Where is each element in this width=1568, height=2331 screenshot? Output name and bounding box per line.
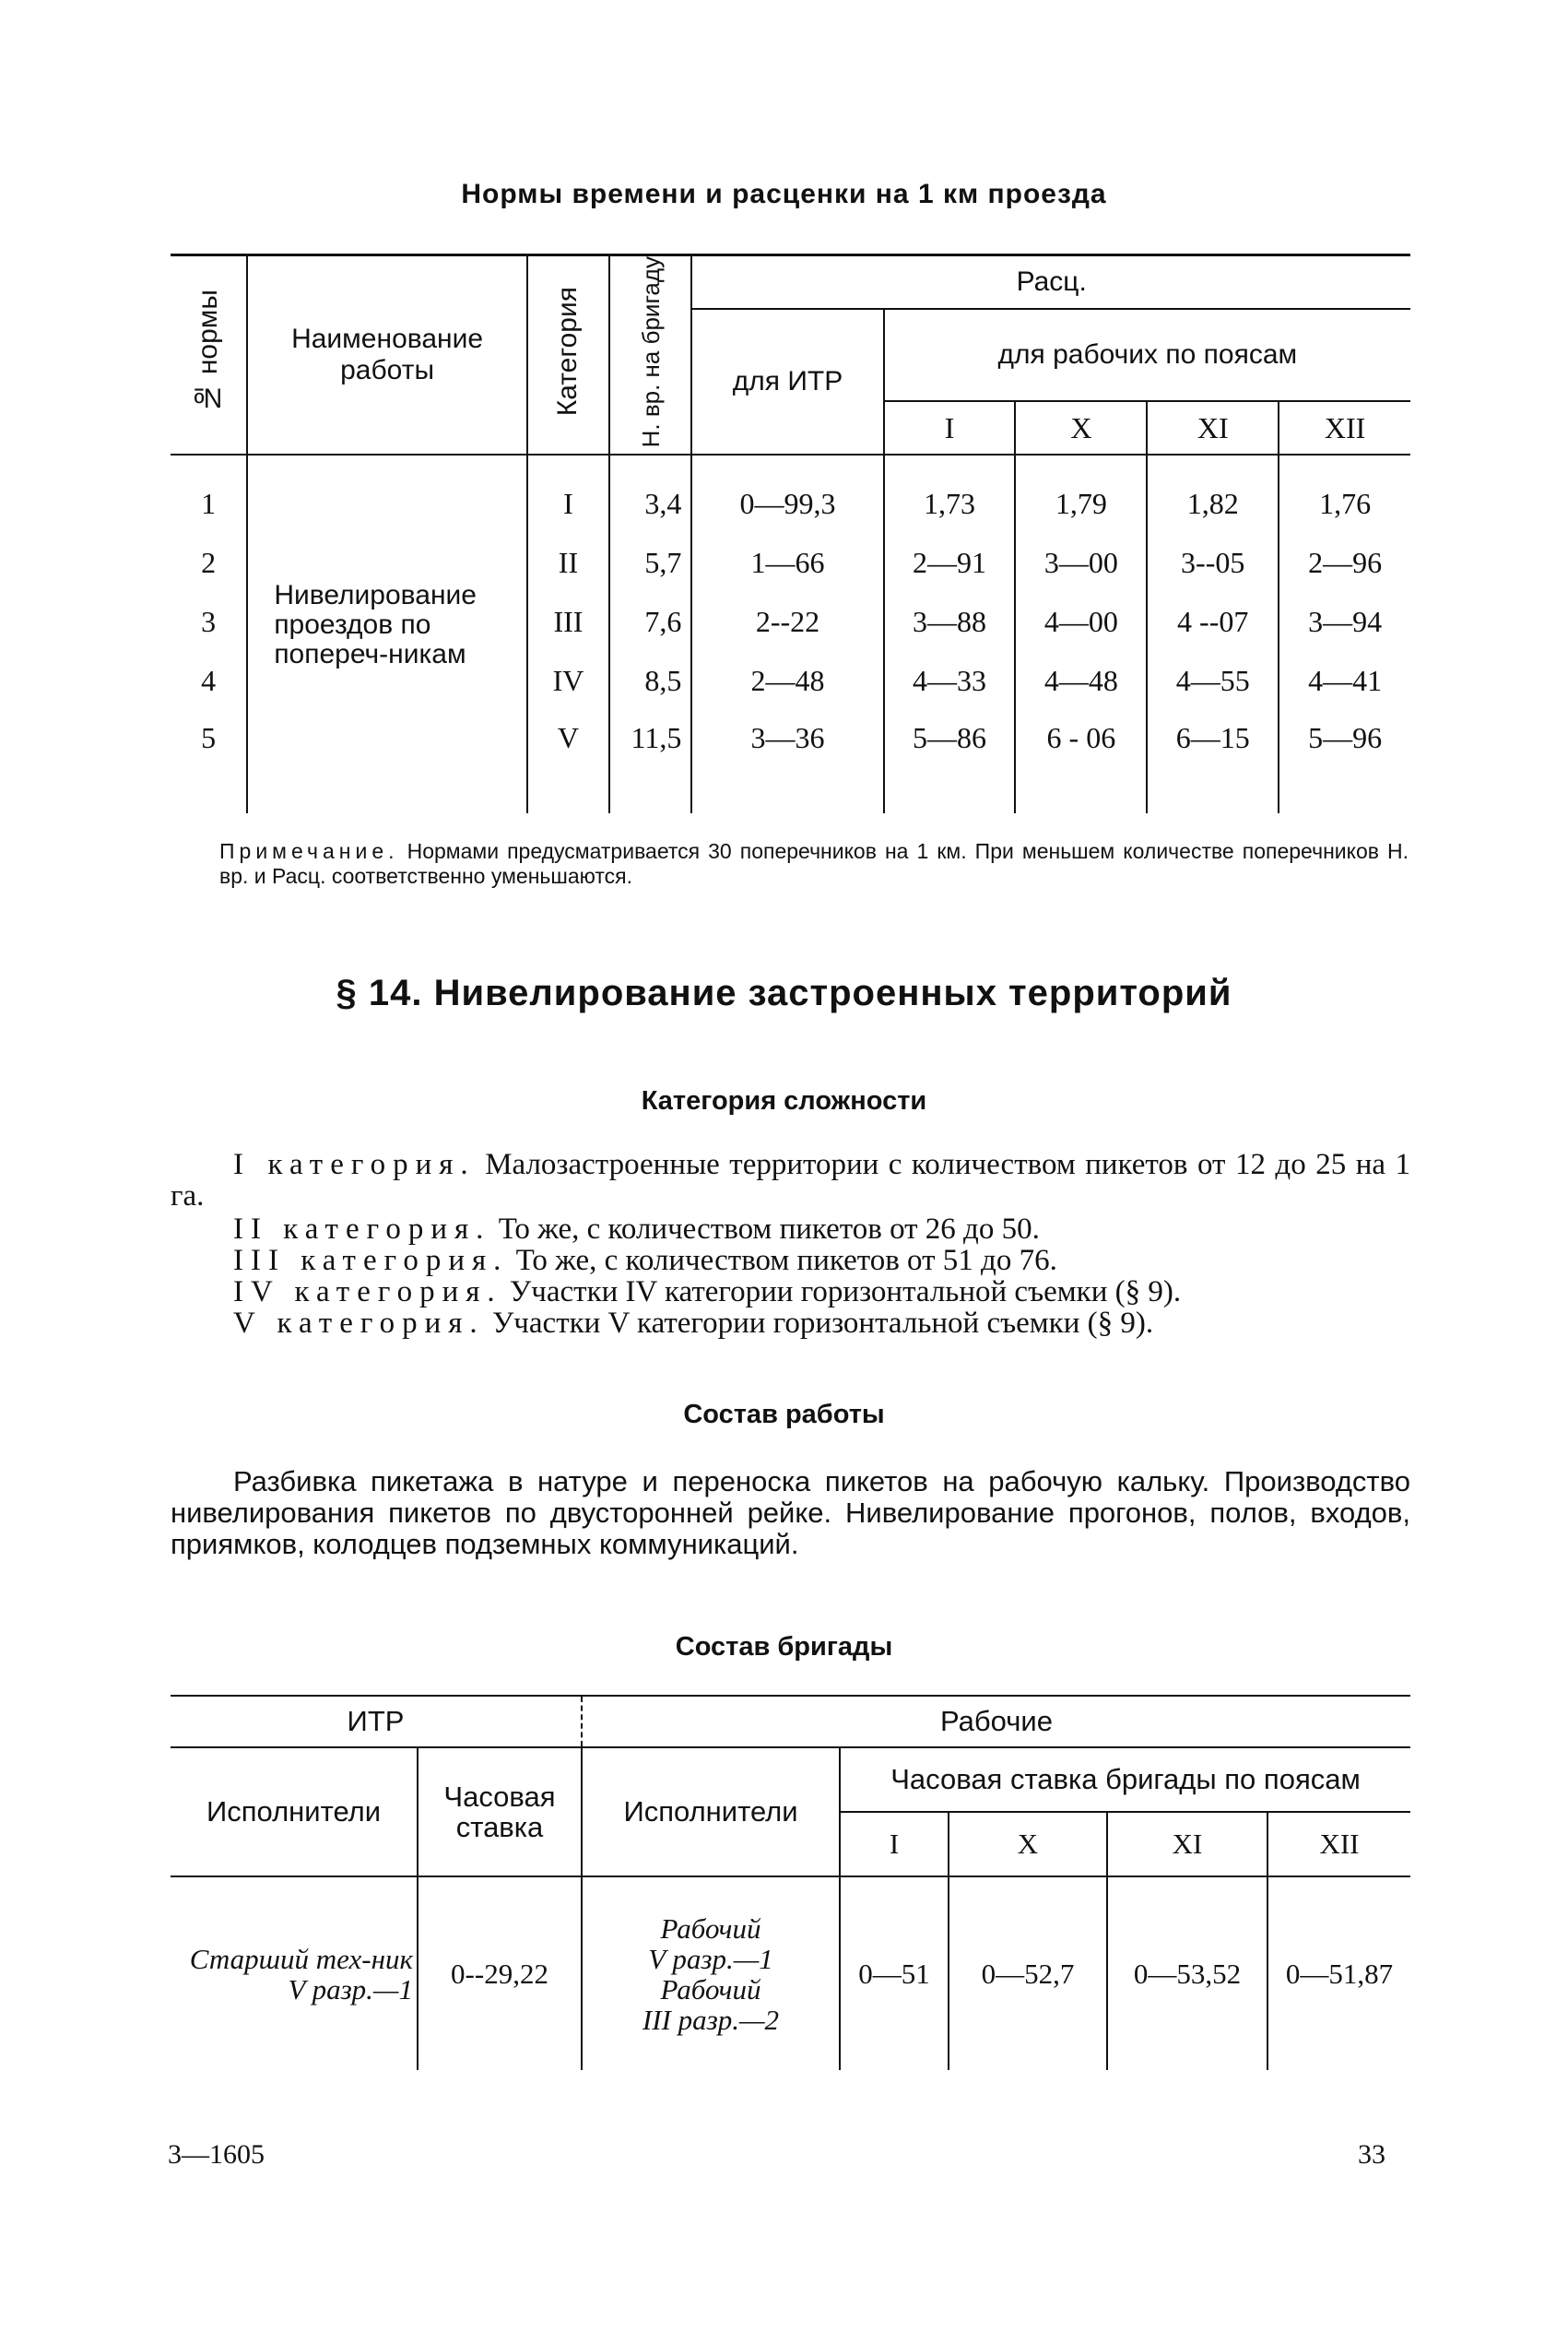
cell-z10: 3—00 xyxy=(1015,533,1147,592)
cell-itr: 2—48 xyxy=(691,651,883,710)
category-4: IV категория. Участки IV категории горизонтальной съемки (§ 9). xyxy=(233,1275,1182,1308)
cell-z12: 2—96 xyxy=(1279,533,1410,592)
header-time: Н. вр. на бригаду xyxy=(609,255,691,456)
cell-itr: 3—36 xyxy=(691,710,883,813)
section-title: § 14. Нивелирование застроенных территорий xyxy=(336,973,1232,1013)
row-num: 4 xyxy=(201,663,217,697)
row-num: 5 xyxy=(201,721,217,755)
cell-z10: 4—00 xyxy=(1015,592,1147,651)
cell-category: V xyxy=(527,710,609,813)
cell-itr: 1—66 xyxy=(691,533,883,592)
cell-time: 5,7 xyxy=(609,533,691,592)
table-row xyxy=(171,455,1410,533)
cell-category: I xyxy=(527,455,609,533)
cell-category: IV xyxy=(527,651,609,710)
cell-z10: 4—48 xyxy=(1015,651,1147,710)
cell-z12: 4—41 xyxy=(1279,651,1410,710)
cell-time: 8,5 xyxy=(609,651,691,710)
category-5: V категория. Участки V категории горизонтальной съемки (§ 9). xyxy=(233,1307,1154,1340)
cell-z1: 1,73 xyxy=(884,455,1016,533)
header-itr-performers: Исполнители xyxy=(171,1747,418,1876)
category-2: II категория. То же, с количеством пикетов от 26 до 50. xyxy=(233,1213,1040,1246)
header-workers: Рабочие xyxy=(582,1696,1410,1747)
category-3: III категория. То же, с количеством пикетов от 51 до 76. xyxy=(233,1244,1057,1277)
cell-itr: 0—99,3 xyxy=(691,455,883,533)
work-heading: Состав работы xyxy=(683,1400,885,1429)
header-workers: для рабочих по поясам xyxy=(884,309,1410,402)
cell-z1: 2—91 xyxy=(884,533,1016,592)
cell-z1: 5—86 xyxy=(884,710,1016,813)
cell-z11: 4—55 xyxy=(1147,651,1279,710)
rate-zone-1: 0—51 xyxy=(840,1876,949,2070)
header-rates: Расц. xyxy=(691,255,1410,309)
norms-table xyxy=(171,254,1410,813)
note-text: Нормами предусматривается 30 поперечников на 1 км. При меньшем количестве поперечников Н. вр. и Расц. соответственно уменьшаются. xyxy=(219,839,1409,888)
rate-zone-10: 0—52,7 xyxy=(949,1876,1107,2070)
cell-z12: 3—94 xyxy=(1279,592,1410,651)
cell-z11: 4 --07 xyxy=(1147,592,1279,651)
cell-z1: 4—33 xyxy=(884,651,1016,710)
header-itr-hourly: Часовая ставка xyxy=(418,1747,582,1876)
cell-z11: 6—15 xyxy=(1147,710,1279,813)
cell-z11: 1,82 xyxy=(1147,455,1279,533)
cell-z10: 6 - 06 xyxy=(1015,710,1147,813)
worker-performers: Рабочий V разр.—1 Рабочий III разр.—2 xyxy=(582,1876,840,2070)
cell-z12: 5—96 xyxy=(1279,710,1410,813)
cell-z12: 1,76 xyxy=(1279,455,1410,533)
category-1: I категория. Малозастроенные территории с количеством пикетов от 12 до 25 на 1 га. xyxy=(171,1148,1411,1213)
cell-time: 7,6 xyxy=(609,592,691,651)
cell-category: II xyxy=(527,533,609,592)
table-note xyxy=(219,839,1409,889)
zone-12: XII xyxy=(1267,1812,1410,1876)
cell-z1: 3—88 xyxy=(884,592,1016,651)
zone-11: XI xyxy=(1107,1812,1267,1876)
footer-code: 3—1605 xyxy=(168,2139,265,2170)
page-number: 33 xyxy=(1358,2139,1385,2170)
cell-category: III xyxy=(527,592,609,651)
header-crew-rate: Часовая ставка бригады по поясам xyxy=(840,1747,1410,1812)
header-num: № нормы xyxy=(171,255,247,456)
crew-heading: Состав бригады xyxy=(675,1632,893,1662)
itr-rate: 0--29,22 xyxy=(418,1876,582,2070)
cell-itr: 2--22 xyxy=(691,592,883,651)
header-itr: ИТР xyxy=(171,1696,582,1747)
zone-10: X xyxy=(949,1812,1107,1876)
cell-time: 11,5 xyxy=(609,710,691,813)
header-itr: для ИТР xyxy=(691,309,883,456)
rate-zone-11: 0—53,52 xyxy=(1107,1876,1267,2070)
row-num: 2 xyxy=(201,545,217,579)
work-composition: Разбивка пикетажа в натуре и переноска пикетов на рабочую кальку. Производство нивелирования пикетов по двусторонней рейке. Нивелирование прогонов, полов, входов, приямков, колодцев подземных коммуникаций. xyxy=(171,1465,1410,1560)
header-zone-11: XI xyxy=(1147,401,1279,455)
rate-zone-12: 0—51,87 xyxy=(1267,1876,1410,2070)
cell-time: 3,4 xyxy=(609,455,691,533)
cell-z11: 3--05 xyxy=(1147,533,1279,592)
header-zone-1: I xyxy=(884,401,1016,455)
work-name: Нивелирование проездов по попереч-никам xyxy=(247,455,527,813)
header-zone-10: X xyxy=(1015,401,1147,455)
header-worker-performers: Исполнители xyxy=(582,1747,840,1876)
note-label: Примечание. xyxy=(219,839,399,863)
row-num: 3 xyxy=(201,604,217,638)
table-title: Нормы времени и расценки на 1 км проезда xyxy=(461,179,1107,209)
itr-performer: Старший тех-ник V разр.—1 xyxy=(189,1942,413,2006)
row-num: 1 xyxy=(201,486,217,520)
complexity-heading: Категория сложности xyxy=(641,1086,927,1116)
header-zone-12: XII xyxy=(1279,401,1410,455)
crew-table xyxy=(171,1695,1410,2070)
zone-1: I xyxy=(840,1812,949,1876)
cell-z10: 1,79 xyxy=(1015,455,1147,533)
header-name: Наименование работы xyxy=(247,255,527,456)
header-category: Категория xyxy=(527,255,609,456)
